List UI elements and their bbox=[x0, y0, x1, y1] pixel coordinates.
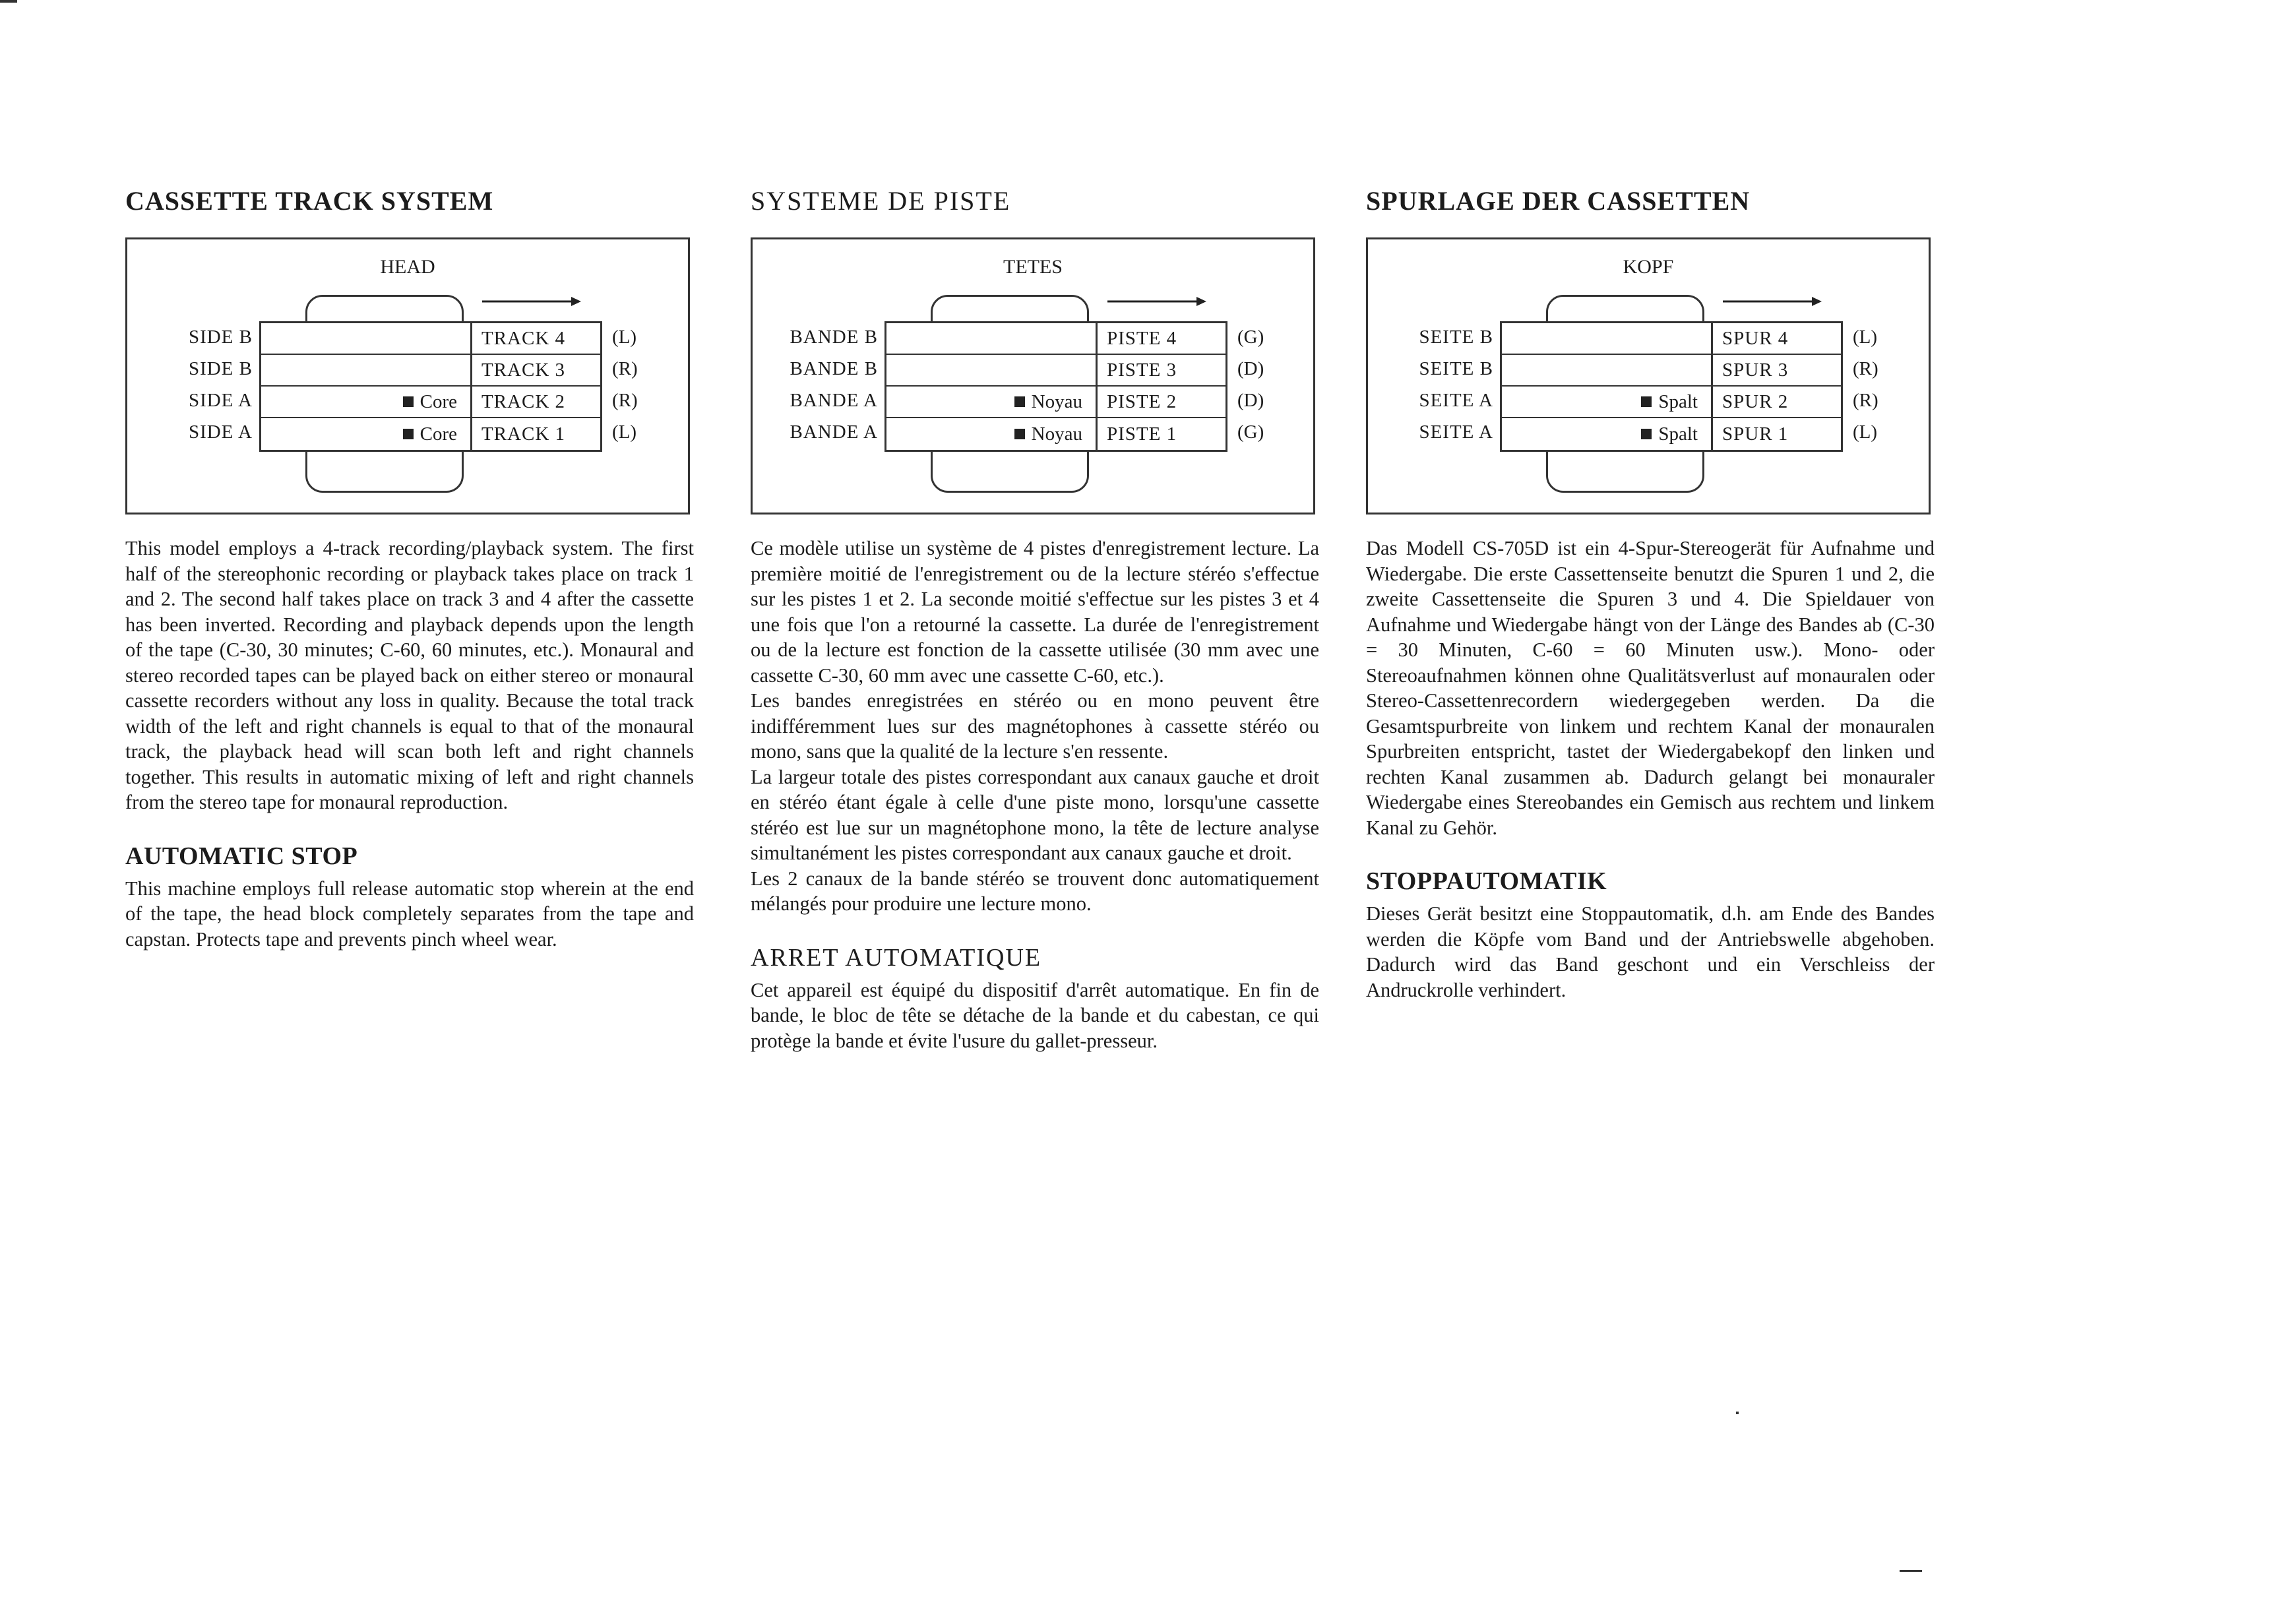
body-text: Les 2 canaux de la bande stéréo se trouvent donc automatiquement mélangés pour produire une lecture mono. bbox=[751, 867, 1319, 915]
track-label: TRACK 4 bbox=[472, 323, 600, 354]
subsection-text: Dieses Gerät besitzt eine Stoppautomatik, d.h. am Ende des Bandes werden die Köpfe vom Band und der Antriebswelle abgehoben. Dadurch wird das Band geschont und ein Verschleiss der Andruckrolle verhindert. bbox=[1366, 902, 1935, 1001]
track-grid bbox=[1500, 321, 1843, 452]
core-label: Spalt bbox=[1658, 390, 1698, 412]
track-row bbox=[261, 355, 600, 387]
subsection-text: Cet appareil est équipé du dispositif d'arrêt automatique. En fin de bande, le bloc de tête se détache de la bande et du cabestan, ce qui protège la bande et évite l'usure du gallet-presseur. bbox=[751, 978, 1319, 1052]
core-cell bbox=[1502, 418, 1713, 450]
track-label: TRACK 3 bbox=[472, 355, 600, 385]
channel-label: (R) bbox=[1853, 358, 1878, 379]
track-row bbox=[886, 355, 1226, 387]
core-square-icon bbox=[1641, 429, 1652, 439]
core-cell bbox=[261, 323, 472, 354]
track-label: SPUR 3 bbox=[1713, 355, 1841, 385]
side-label: SIDE A bbox=[188, 421, 253, 443]
subsection-title: AUTOMATIC STOP bbox=[125, 842, 358, 870]
track-label: PISTE 1 bbox=[1098, 418, 1226, 450]
core-cell bbox=[261, 355, 472, 385]
channel-labels bbox=[1237, 321, 1290, 448]
core-square-icon bbox=[1641, 396, 1652, 407]
track-row bbox=[1502, 387, 1841, 418]
tape-direction-arrow-icon bbox=[482, 295, 581, 308]
core-square-icon bbox=[403, 429, 414, 439]
scan-speck bbox=[1736, 1412, 1739, 1414]
channel-labels bbox=[612, 321, 665, 448]
track-row bbox=[886, 323, 1226, 355]
body-text: La largeur totale des pistes correspondant aux canaux gauche et droit en stéréo étant égale à celle d'une piste mono, lorsqu'une cassette stéréo est lue sur un magnétophone mono, la tête de lecture analyse simultanément les pistes correspondant aux canaux gauche et droit. bbox=[751, 765, 1319, 864]
track-diagram bbox=[125, 237, 690, 514]
side-label: SEITE B bbox=[1419, 326, 1493, 348]
track-diagram bbox=[751, 237, 1315, 514]
channel-label: (G) bbox=[1237, 326, 1264, 348]
channel-label: (D) bbox=[1237, 358, 1264, 379]
core-cell bbox=[886, 387, 1098, 417]
track-row bbox=[886, 387, 1226, 418]
track-row bbox=[261, 323, 600, 355]
track-row bbox=[1502, 323, 1841, 355]
side-label: BANDE B bbox=[790, 358, 878, 379]
channel-label: (R) bbox=[612, 358, 638, 379]
body-text: Les bandes enregistrées en stéréo ou en mono peuvent être indifféremment lues sur des magnétophones à cassette stéréo ou mono, sans que la qualité de la lecture s'en ressente. bbox=[751, 689, 1319, 763]
core-cell bbox=[261, 387, 472, 417]
core-label: Noyau bbox=[1031, 390, 1082, 412]
section-title: SYSTEME DE PISTE bbox=[751, 186, 1011, 216]
track-label: PISTE 4 bbox=[1098, 323, 1226, 354]
channel-label: (G) bbox=[1237, 421, 1264, 443]
subsection-title: ARRET AUTOMATIQUE bbox=[751, 943, 1042, 972]
side-labels bbox=[147, 321, 253, 448]
scan-speck bbox=[0, 0, 17, 3]
track-row bbox=[1502, 418, 1841, 450]
head-label: TETES bbox=[1003, 256, 1063, 278]
channel-label: (L) bbox=[1853, 326, 1878, 348]
channel-label: (L) bbox=[612, 326, 637, 348]
core-label: Spalt bbox=[1658, 423, 1698, 445]
core-square-icon bbox=[403, 396, 414, 407]
column-german bbox=[1366, 182, 1935, 1003]
core-cell bbox=[886, 323, 1098, 354]
channel-label: (L) bbox=[612, 421, 637, 443]
tape-direction-arrow-icon bbox=[1107, 295, 1206, 308]
core-label: Core bbox=[419, 390, 457, 412]
section-title: SPURLAGE DER CASSETTEN bbox=[1366, 186, 1751, 216]
body-text: Das Modell CS-705D ist ein 4-Spur-Stereogerät für Aufnahme und Wiedergabe. Die erste Cassettenseite benutzt die Spuren 1 und 2, die zweite Cassettenseite die Spuren 3 und 4. Die Spieldauer von Aufnahme und Wiedergabe hängt von der Länge des Bandes ab (C-30 = 30 Minuten, C-60 = 60 Minuten usw.). Mono- oder Stereoaufnahmen können ohne Qualitätsverlust auf monauralen oder Stereo-Cassettenrecordern wiedergegeben werden. Da die Gesamtspurbreite von linkem und rechtem Kanal der monauralen Spurbreiten entspricht, tastet der Wiedergabekopf den linken und rechten Kanal zusammen ab. Dadurch gelangt bei monauraler Wiedergabe eines Stereobandes ein Gemisch aus rechtem und linkem Kanal zu Gehör. bbox=[1366, 537, 1935, 839]
channel-label: (D) bbox=[1237, 389, 1264, 411]
channel-labels bbox=[1853, 321, 1906, 448]
track-label: PISTE 2 bbox=[1098, 387, 1226, 417]
track-row bbox=[261, 387, 600, 418]
side-label: SEITE A bbox=[1419, 389, 1493, 411]
track-label: SPUR 4 bbox=[1713, 323, 1841, 354]
side-label: SIDE A bbox=[188, 389, 253, 411]
head-label: KOPF bbox=[1623, 256, 1674, 278]
core-cell bbox=[886, 355, 1098, 385]
track-label: TRACK 2 bbox=[472, 387, 600, 417]
body-text: Ce modèle utilise un système de 4 pistes d'enregistrement lecture. La première moitié de l'enregistrement ou de la lecture stéréo s'effectue sur les pistes 1 et 2. La seconde moitié s'effectue sur les pistes 3 et 4 une fois que l'on a retourné la cassette. La durée de l'enregistrement ou de la lecture est fonction de la cassette utilisée (30 mm avec une cassette C-30, 60 mm avec une cassette C-60, etc.). bbox=[751, 537, 1319, 687]
channel-label: (R) bbox=[1853, 389, 1878, 411]
subsection-title: STOPPAUTOMATIK bbox=[1366, 867, 1607, 895]
track-label: SPUR 1 bbox=[1713, 418, 1841, 450]
side-label: SIDE B bbox=[188, 358, 253, 379]
subsection-text: This machine employs full release automatic stop wherein at the end of the tape, the head block completely separates from the tape and capstan. Protects tape and prevents pinch wheel wear. bbox=[125, 877, 694, 950]
column-english bbox=[125, 182, 694, 952]
core-cell bbox=[261, 418, 472, 450]
core-square-icon bbox=[1014, 396, 1025, 407]
core-cell bbox=[1502, 323, 1713, 354]
core-cell bbox=[886, 418, 1098, 450]
core-cell bbox=[1502, 387, 1713, 417]
side-label: SEITE A bbox=[1419, 421, 1493, 443]
track-label: TRACK 1 bbox=[472, 418, 600, 450]
scan-speck bbox=[1900, 1570, 1922, 1572]
track-row bbox=[886, 418, 1226, 450]
track-row bbox=[1502, 355, 1841, 387]
side-label: SIDE B bbox=[188, 326, 253, 348]
tape-direction-arrow-icon bbox=[1723, 295, 1822, 308]
core-label: Noyau bbox=[1031, 423, 1082, 445]
track-grid bbox=[884, 321, 1227, 452]
side-labels bbox=[1388, 321, 1493, 448]
section-title: CASSETTE TRACK SYSTEM bbox=[125, 186, 494, 216]
core-cell bbox=[1502, 355, 1713, 385]
channel-label: (L) bbox=[1853, 421, 1878, 443]
core-label: Core bbox=[419, 423, 457, 445]
side-label: BANDE A bbox=[790, 421, 878, 443]
track-label: PISTE 3 bbox=[1098, 355, 1226, 385]
core-square-icon bbox=[1014, 429, 1025, 439]
body-text: This model employs a 4-track recording/playback system. The first half of the stereophonic recording or playback takes place on track 1 and 2. The second half takes place on track 3 and 4 after the cassette has been inverted. Recording and playback depends upon the length of the tape (C-30, 30 minutes; C-60, 60 minutes, etc.). Monaural and stereo recorded tapes can be played back on either stereo or monaural cassette recorders without any loss in quality. Because the total track width of the left and right channels is equal to that of the monaural track, the playback head will scan both left and right channels together. This results in automatic mixing of left and right channels from the stereo tape for monaural reproduction. bbox=[125, 537, 694, 813]
track-grid bbox=[259, 321, 602, 452]
side-label: SEITE B bbox=[1419, 358, 1493, 379]
track-label: SPUR 2 bbox=[1713, 387, 1841, 417]
track-row bbox=[261, 418, 600, 450]
side-labels bbox=[772, 321, 878, 448]
column-french bbox=[751, 182, 1319, 1053]
head-label: HEAD bbox=[380, 256, 435, 278]
side-label: BANDE B bbox=[790, 326, 878, 348]
side-label: BANDE A bbox=[790, 389, 878, 411]
channel-label: (R) bbox=[612, 389, 638, 411]
track-diagram bbox=[1366, 237, 1931, 514]
